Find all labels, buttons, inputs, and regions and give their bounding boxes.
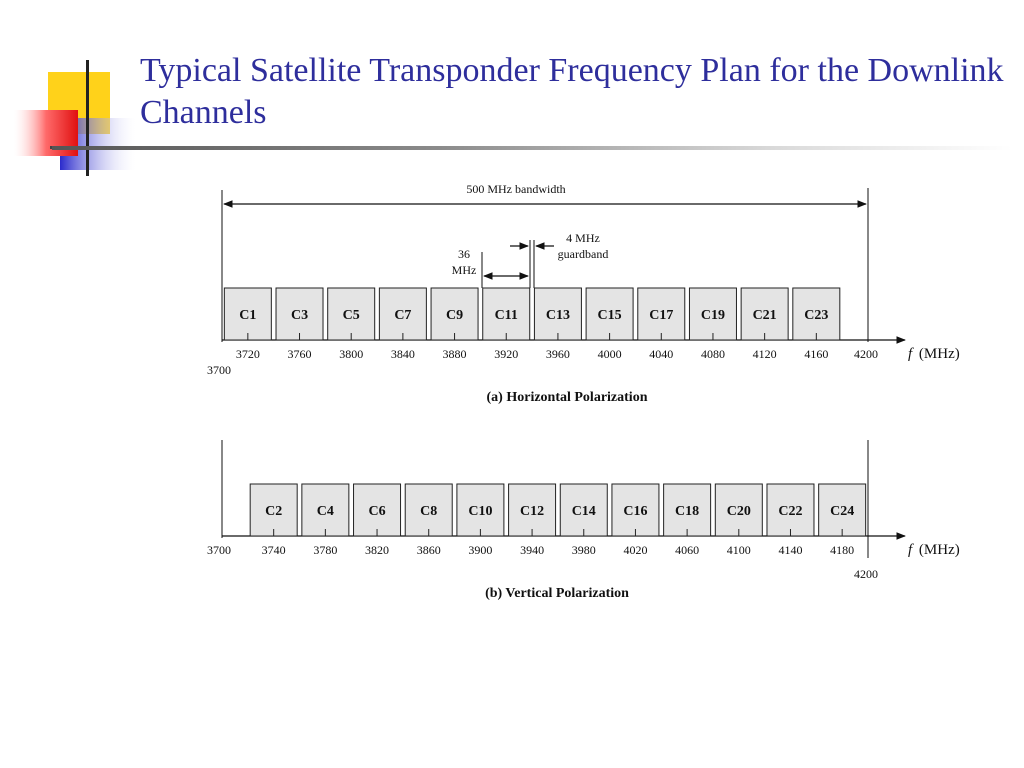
vertical-channel-freq: 3860 [416, 543, 441, 557]
vertical-channel-freq: 3780 [313, 543, 338, 557]
frequency-plan-diagram [0, 160, 1024, 620]
horizontal-channel-freq: 4160 [804, 347, 829, 361]
vertical-channel-freq: 4100 [726, 543, 751, 557]
horizontal-channels [224, 288, 839, 361]
vertical-channel-label: C4 [316, 504, 334, 519]
horizontal-axis-unit: (MHz) [918, 346, 960, 362]
vertical-channel-label: C16 [623, 504, 648, 519]
vertical-channel-freq: 4140 [778, 543, 803, 557]
vertical-channel-label: C2 [265, 504, 283, 519]
horizontal-channel-freq: 4000 [597, 347, 622, 361]
horizontal-channel-freq: 3880 [442, 347, 467, 361]
horizontal-channel-freq: 4040 [649, 347, 674, 361]
vertical-channels [250, 484, 865, 557]
vertical-start-freq: 3700 [207, 543, 231, 557]
vertical-channel-label: C12 [520, 504, 545, 519]
horizontal-channel-freq: 3840 [390, 347, 415, 361]
vertical-channel-freq: 3900 [468, 543, 493, 557]
vertical-channel-label: C14 [571, 504, 596, 519]
vertical-channel-freq: 3980 [571, 543, 596, 557]
horizontal-channel-label: C17 [649, 308, 674, 323]
bandwidth-label: 500 MHz bandwidth [466, 182, 566, 196]
vertical-channel-label: C22 [778, 504, 803, 519]
horizontal-axis-label [908, 346, 960, 362]
horizontal-channel-label: C15 [597, 308, 622, 323]
horizontal-channel-freq: 3920 [494, 347, 519, 361]
vertical-channel-label: C8 [420, 504, 438, 519]
vertical-channel-freq: 3740 [261, 543, 286, 557]
vertical-end-freq: 4200 [854, 567, 878, 581]
horizontal-channel-label: C9 [445, 308, 464, 323]
vertical-channel-freq: 4020 [623, 543, 648, 557]
vertical-channel-label: C6 [368, 504, 386, 519]
vertical-axis-f: f [908, 542, 913, 558]
vertical-channel-label: C10 [468, 504, 493, 519]
horizontal-channel-label: C13 [545, 308, 570, 323]
vertical-channel-label: C18 [675, 504, 700, 519]
vertical-axis-label [908, 542, 960, 558]
horizontal-caption: (a) Horizontal Polarization [486, 390, 648, 405]
vertical-channel-freq: 3820 [365, 543, 390, 557]
horizontal-axis-f: f [908, 346, 913, 362]
horizontal-channel-freq: 3800 [339, 347, 364, 361]
horizontal-channel-label: C11 [494, 308, 518, 323]
horizontal-channel-label: C23 [804, 308, 829, 323]
vertical-channel-freq: 4060 [675, 543, 700, 557]
horizontal-channel-label: C1 [239, 308, 257, 323]
horizontal-channel-label: C21 [752, 308, 777, 323]
vertical-channel-label: C24 [830, 504, 855, 519]
title-underline [52, 146, 1012, 150]
horizontal-channel-freq: 3960 [545, 347, 570, 361]
vertical-caption: (b) Vertical Polarization [485, 586, 629, 601]
horizontal-channel-label: C5 [342, 308, 360, 323]
vertical-channel-label: C20 [726, 504, 751, 519]
vertical-channel-freq: 4180 [830, 543, 855, 557]
vertical-axis-unit: (MHz) [918, 542, 960, 558]
horizontal-channel-label: C19 [700, 308, 726, 323]
guardband-label-line1: 4 MHz [566, 231, 600, 245]
horizontal-channel-freq: 3760 [287, 347, 312, 361]
guardband-label-line2: guardband [557, 247, 609, 261]
horizontal-end-freq: 4200 [854, 347, 878, 361]
page-title: Typical Satellite Transponder Frequency Plan for the Downlink Channels [140, 52, 1004, 131]
horizontal-channel-freq: 3720 [235, 347, 260, 361]
horizontal-channel-label: C3 [290, 308, 309, 323]
horizontal-channel-freq: 4120 [752, 347, 777, 361]
vertical-channel-freq: 3940 [520, 543, 545, 557]
horizontal-start-freq: 3700 [207, 363, 231, 377]
channel-width-label-line2: MHz [451, 263, 477, 277]
horizontal-channel-label: C7 [394, 308, 412, 323]
vertical-bar [86, 60, 89, 176]
channel-width-label-line1: 36 [458, 247, 470, 261]
horizontal-channel-freq: 4080 [700, 347, 725, 361]
